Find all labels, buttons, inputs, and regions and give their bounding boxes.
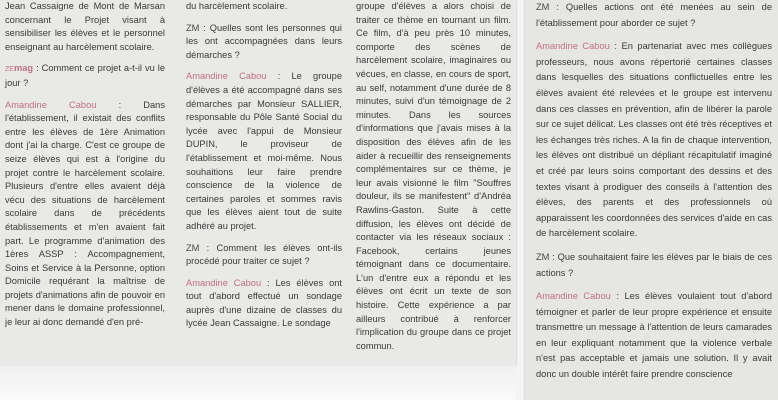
question-text: : Que souhaitaient faire les élèves par le biais de ces actions ? (536, 251, 772, 278)
question-text: : Quelles sont les personnes qui les ont accompagnées dans leurs démarches ? (186, 22, 342, 60)
interview-answer (186, 277, 342, 331)
column-3 (356, 0, 511, 361)
interview-question (186, 242, 342, 269)
speaker-name: Amandine Cabou (5, 99, 97, 110)
paragraph: groupe d'élèves a alors choisi de traiter ce thème en tournant un film. Ce film, d'à peu près 10 minutes, comporte des scènes de harcèlement scolaire, imaginaires ou vécues, en classe, en cours de sport, au self, notamment d'une durée de 8 minutes, suivi d'un témoignage de 2 minutes. Dans les sources d'informations que j'avais mises à la disposition des élèves afin de les aider à recueillir des renseignements complémentaires sur ce thème, je leur avais visionné le film "Souffres douleur, ils se manifestent" d'Andréa Rawlins-Gaston. Suite à cette diffusion, les élèves ont décidé de contacter via les réseaux sociaux : Facebook, certains jeunes témoignant dans ce documentaire. L'un d'entre eux a répondu et les élèves ont écrit un texte de son histoire. Cette expérience a par ailleurs contribué à renforcer l'implication du groupe dans ce projet commun. (356, 1, 511, 351)
interview-answer (186, 70, 342, 233)
column-2 (186, 0, 342, 339)
answer-text: : En partenariat avec mes collègues professeurs, nous avons répertorié certaines classes dans lesquelles des situations conflictuelles entre les élèves avaient été relevées et le groupe est intervenu dans ces classes en prévention, afin de libérer la parole sur ce sujet délicat. Les classes ont été très réceptives et les échanges très riches. A la fin de chaque intervention, les élèves ont distribué un dépliant récapitulatif imaginé et créé par leurs soins comportant des dessins et des textes visant à prodiguer des conseils à l'attention des élèves, des parents et des professionnels où apparaissent les coordonnées des services d'aide en cas de harcèlement scolaire. (536, 41, 772, 239)
magazine-logo (5, 63, 33, 73)
question-text: : Quelles actions ont été menées au sein de l'établissement pour aborder ce sujet ? (536, 2, 772, 28)
interview-question (186, 22, 342, 63)
question-label: ZM (186, 22, 200, 33)
interview-answer (536, 39, 772, 242)
speaker-name: Amandine Cabou (186, 277, 262, 288)
speaker-name: Amandine Cabou (536, 291, 611, 302)
right-page-scan (525, 0, 778, 400)
interview-question (5, 62, 165, 90)
column-1 (5, 0, 165, 338)
answer-text: : Dans l'établissement, il existait des conflits entre les élèves de 1ère Animation dont j'ai la charge. C'est ce groupe de seize élèves qui est à l'origine du projet contre le harcèlement scolaire. Plusieurs d'entre elles avaient déjà vécu des situations de harcèlement scolaire dans de précédents établissements et m'en avaient fait part. Le programme d'animation des 1ères ASSP : Accompagnement, Soins et Service à la Personne, option Domicile requérant la maîtrise de projets d'animations afin de pouvoir en mener dans le domaine professionnel, je leur ai donc demandé d'en pré- (5, 99, 165, 328)
page-margin (0, 366, 516, 400)
paragraph: Jean Cassaigne de Mont de Marsan concernant le Projet visant à sensibiliser les élèves et le personnel enseignant au harcèlement scolaire. (5, 1, 165, 52)
magazine-logo-text: mag (13, 63, 34, 74)
speaker-name: Amandine Cabou (536, 41, 610, 52)
magazine-logo-prefix: ZE (5, 66, 14, 74)
interview-answer (536, 289, 772, 383)
paragraph: du harcèlement scolaire. (186, 1, 288, 11)
speaker-name: Amandine Cabou (186, 71, 267, 82)
interview-question (536, 250, 772, 281)
column-4 (536, 0, 772, 391)
interview-question (536, 0, 772, 31)
interview-answer (5, 99, 165, 330)
question-label: ZM (536, 251, 550, 262)
question-label: ZM (186, 242, 200, 253)
question-text: : Comment les élèves ont-ils procédé pour traiter ce sujet ? (186, 242, 342, 267)
answer-text: : Les élèves voulaient tout d'abord témoigner et parler de leur propre expérience et ensuite transmettre un message à l'attention de leurs camarades en leur expliquant notamment que la violence verbale n'est pas acceptable et jamais une solution. Il y avait donc un double intérêt faire prendre conscience (536, 291, 773, 380)
answer-text: : Le groupe d'élèves a été accompagné dans ses démarches par Monsieur SALLIER, responsable du Pôle Santé Social du lycée avec l'appui de Monsieur DUPIN, le proviseur de l'établissement et moi-même. Nous souhaitions leur faire prendre conscience de la violence de certaines paroles et sommes ravis que les élèves aient tout de suite adhéré au projet. (186, 71, 342, 231)
question-text: : Comment ce projet a-t-il vu le jour ? (5, 63, 165, 88)
question-label: ZM (536, 2, 550, 12)
answer-text: : Les élèves ont tout d'abord effectué un sondage auprès d'une dizaine de classes du lycée Jean Cassaigne. Le sondage (186, 277, 342, 329)
